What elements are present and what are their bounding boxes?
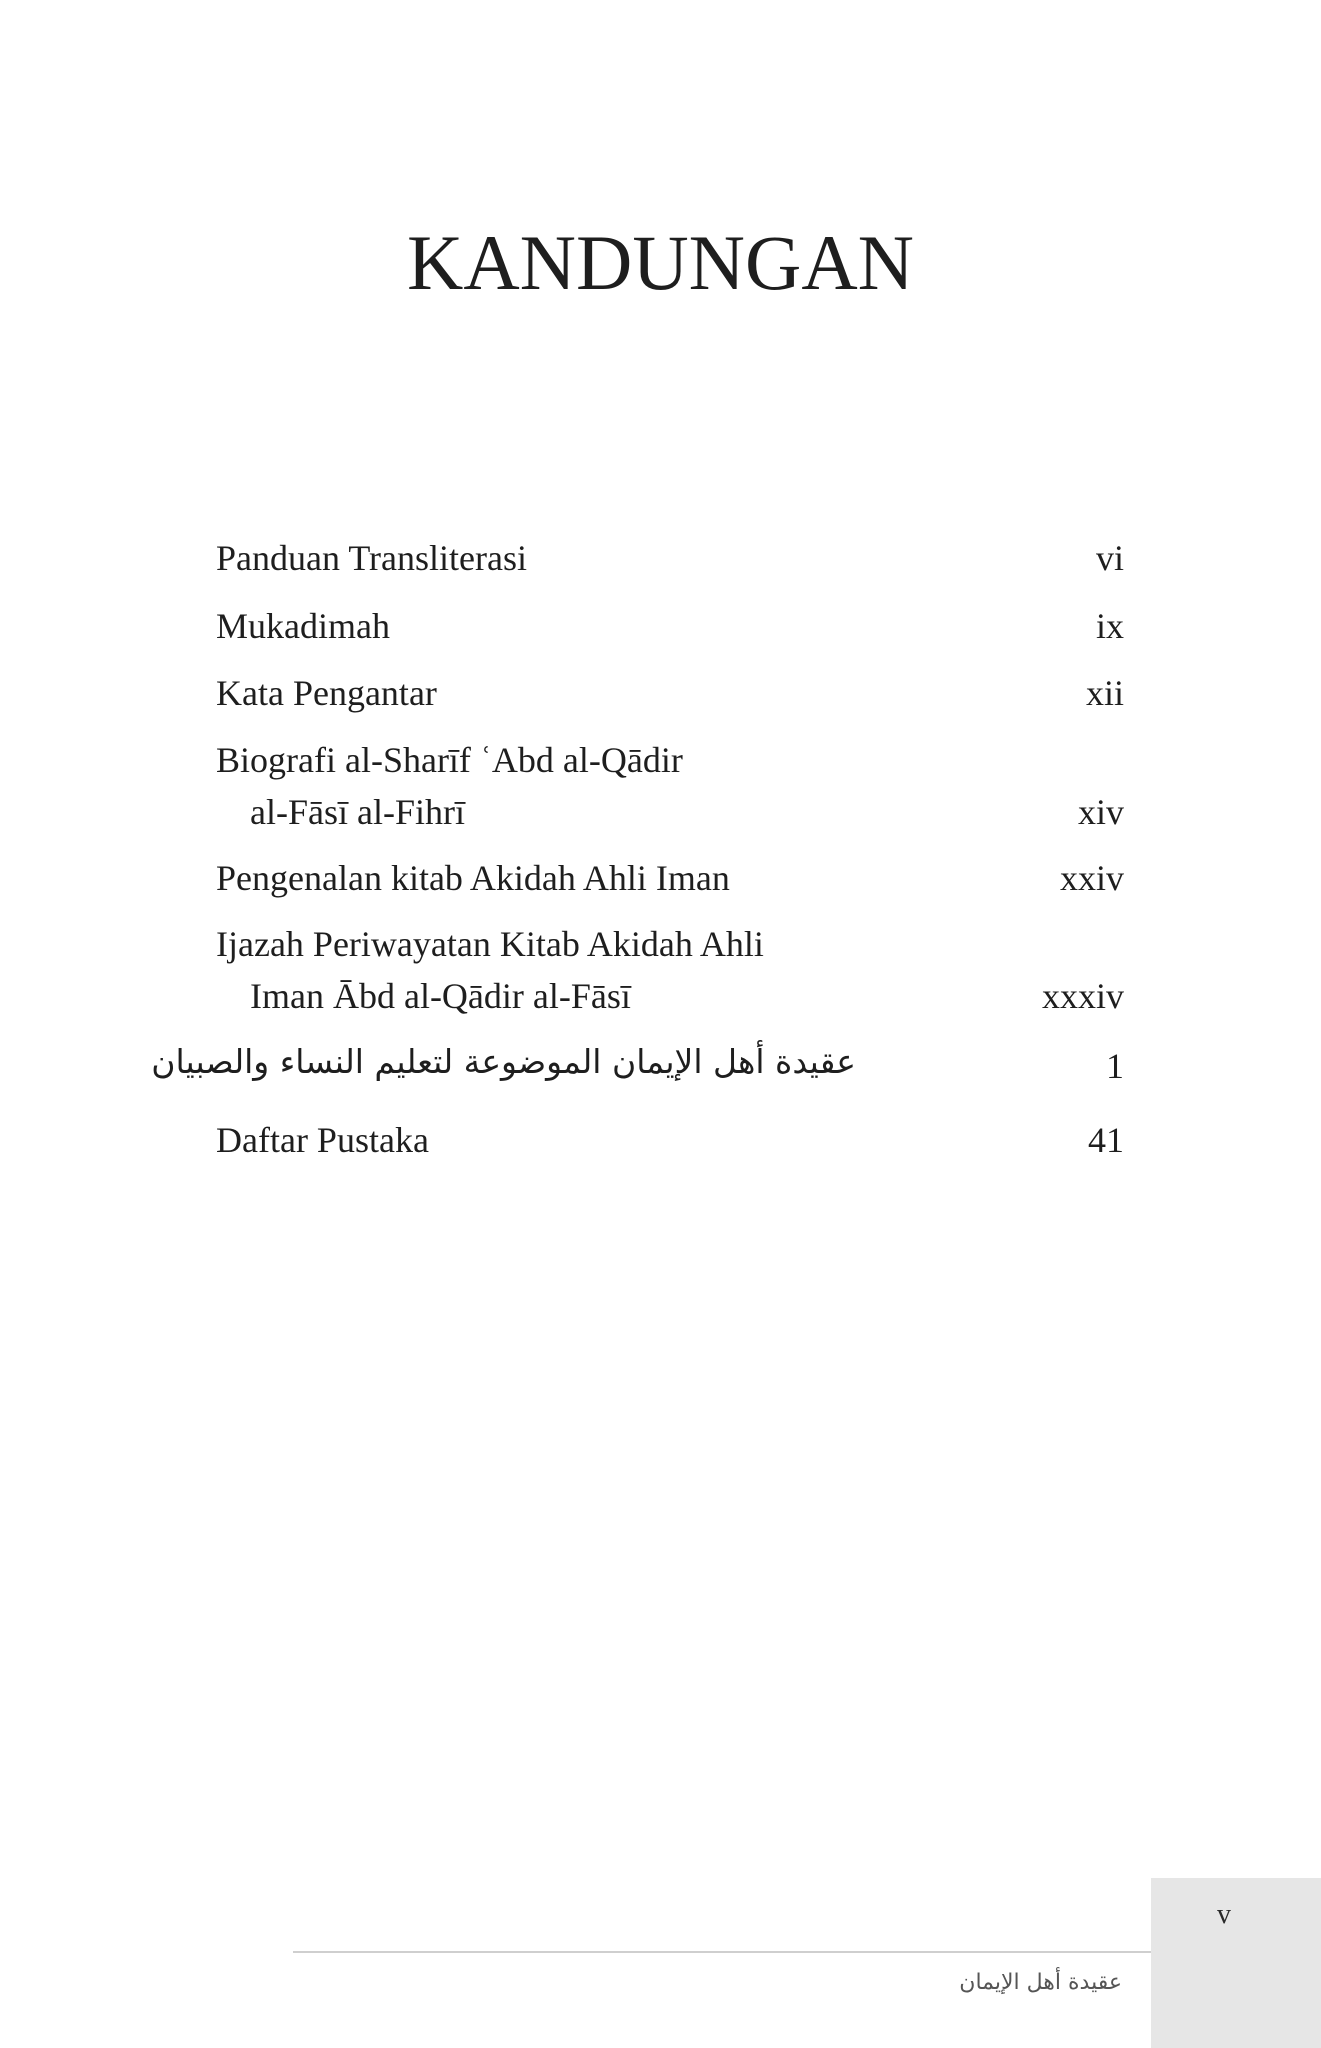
toc-entry-title-line: Kata Pengantar [216,673,437,713]
toc-entry-title [151,1036,856,1088]
toc-entry-arabic-text[interactable] [151,1036,1124,1092]
toc-entry-title-line: Biografi al-Sharīf ʿAbd al-Qādir [216,740,683,780]
toc-entry-title [216,600,976,652]
folio-tab [1151,1878,1321,2048]
toc-entry-daftar-pustaka[interactable] [216,1114,1124,1166]
toc-entry-title-line: Daftar Pustaka [216,1120,429,1160]
toc-entry-page-number: xxxiv [1041,976,1124,1016]
toc-entry-mukadimah[interactable] [216,600,1124,652]
toc-entry-title-line: عقيدة أهل الإيمان الموضوعة لتعليم النساء والصبيان [151,1042,856,1081]
footer-divider [293,1951,1151,1953]
toc-entry-title-line: Panduan Transliterasi [216,538,527,578]
toc-entry-title [216,734,976,838]
toc-entry-title [216,918,976,1022]
toc-entry-page-number: xiv [1077,792,1124,832]
toc-entry-pengenalan-kitab[interactable] [216,852,1124,904]
toc-entry-page-number: vi [1095,538,1124,578]
toc-entry-page-number: ix [1095,606,1124,646]
toc-entry-page-number: 1 [1106,1046,1124,1086]
toc-entry-page-number: xxiv [1059,858,1124,898]
toc-entry-title-line: Iman Ābd al-Qādir al-Fāsī [250,976,631,1016]
page-number: v [1217,1899,1231,1930]
toc-entry-title [216,667,976,719]
toc-entry-page-number: 41 [1088,1120,1124,1160]
running-footer-title: عقيدة أهل الإيمان [959,1970,1122,1995]
toc-entry-title [216,532,976,584]
toc-entry-page-number: xii [1085,673,1124,713]
toc-entry-title [216,1114,976,1166]
toc-entry-title-line: al-Fāsī al-Fihrī [250,792,465,832]
page-title: KANDUNGAN [407,219,914,306]
toc-entry-kata-pengantar[interactable] [216,667,1124,719]
toc-entry-title-line: Mukadimah [216,606,390,646]
toc-entry-title-line: Pengenalan kitab Akidah Ahli Iman [216,858,730,898]
toc-entry-biografi[interactable] [216,734,1124,838]
toc-entry-panduan-transliterasi[interactable] [216,532,1124,584]
toc-entry-title-line: Ijazah Periwayatan Kitab Akidah Ahli [216,924,764,964]
toc-entry-title [216,852,976,904]
toc-entry-ijazah-periwayatan[interactable] [216,918,1124,1022]
